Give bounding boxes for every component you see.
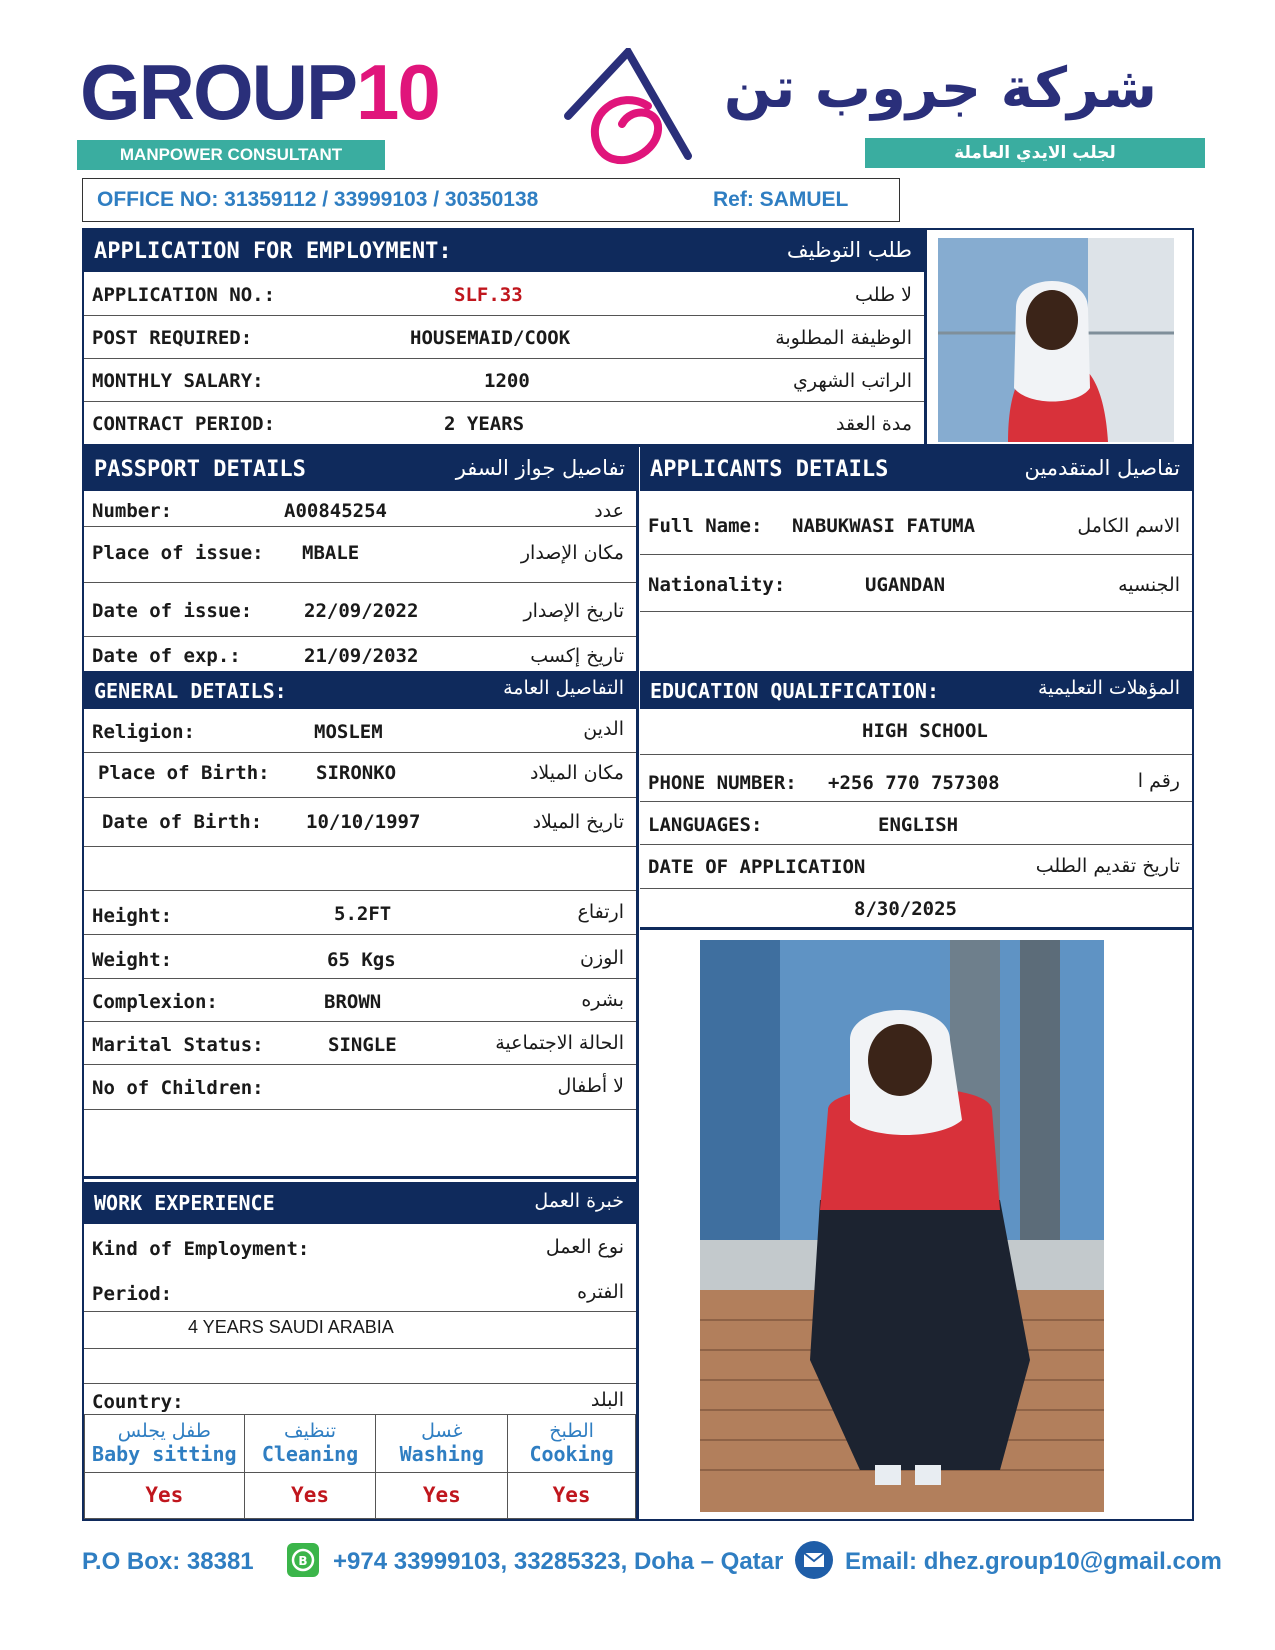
date-of-expiry-row	[84, 638, 636, 671]
skills-table	[84, 1414, 636, 1519]
general-title-ar: التفاصيل العامة	[503, 677, 624, 699]
date-of-birth-value: 10/10/1997	[306, 811, 421, 833]
row-label-ar: لا أطفال	[557, 1075, 624, 1097]
skill-value: Yes	[376, 1472, 508, 1518]
row-label-ar: تاريخ إكسب	[530, 645, 624, 667]
period-row	[84, 1272, 636, 1312]
row-label-ar: الاسم الكامل	[1077, 515, 1180, 537]
date-of-application-value: 8/30/2025	[854, 898, 957, 920]
applicant-full-body-photo	[700, 940, 1104, 1512]
row-label: LANGUAGES:	[648, 814, 763, 836]
education-title: EDUCATION QUALIFICATION:	[650, 679, 939, 703]
general-details-header	[84, 671, 636, 709]
date-of-issue-value: 22/09/2022	[304, 600, 419, 622]
passport-number-value: A00845254	[284, 500, 387, 522]
row-label-ar: لا طلب	[855, 284, 912, 306]
work-title: WORK EXPERIENCE	[94, 1191, 275, 1215]
country-row	[84, 1385, 636, 1415]
religion-value: MOSLEM	[314, 721, 383, 743]
row-label-ar: رقم ا	[1137, 770, 1180, 792]
weight-row	[84, 936, 636, 979]
logo-group-text: GROUP	[80, 48, 357, 136]
skill-cleaning	[244, 1415, 376, 1473]
row-label: No of Children:	[92, 1077, 264, 1099]
passport-title: PASSPORT DETAILS	[94, 457, 306, 482]
row-label: MONTHLY SALARY:	[92, 370, 264, 392]
row-label-ar: الحالة الاجتماعية	[495, 1032, 624, 1054]
application-header	[84, 230, 924, 272]
passport-title-ar: تفاصيل جواز السفر	[455, 456, 625, 480]
application-no-row	[84, 274, 924, 316]
place-of-birth-row	[84, 754, 636, 798]
skill-label-ar: الطبخ	[549, 1420, 594, 1443]
work-experience-header	[84, 1182, 636, 1224]
contract-row	[84, 403, 924, 444]
applicants-header	[640, 447, 1192, 491]
salary-row	[84, 360, 924, 402]
place-of-birth-value: SIRONKO	[316, 762, 397, 784]
row-label: Number:	[92, 500, 173, 522]
whatsapp-icon	[286, 1542, 320, 1578]
skill-label: Washing	[399, 1442, 484, 1467]
passport-header	[84, 447, 637, 491]
full-name-row	[640, 493, 1192, 555]
arabic-logo: شركة جروب تن	[723, 56, 1157, 121]
height-row	[84, 892, 636, 935]
row-label-ar: ارتفاع	[577, 901, 624, 923]
place-of-issue-row	[84, 528, 636, 583]
languages-value: ENGLISH	[878, 814, 959, 836]
row-label-ar: مكان الميلاد	[529, 762, 624, 784]
skill-value: Yes	[244, 1472, 376, 1518]
contract-value: 2 YEARS	[444, 413, 525, 435]
education-value: HIGH SCHOOL	[862, 720, 988, 742]
row-label: Period:	[92, 1283, 173, 1305]
skill-washing	[376, 1415, 508, 1473]
phone-value: +256 770 757308	[828, 772, 1000, 794]
contact-phone: +974 33999103, 33285323, Doha – Qatar	[333, 1548, 784, 1575]
row-label-ar: تاريخ تقديم الطلب	[1035, 855, 1180, 877]
religion-row	[84, 710, 636, 753]
po-box: P.O Box: 38381	[82, 1548, 254, 1575]
date-of-application-row	[640, 846, 1192, 889]
skill-value: Yes	[85, 1472, 245, 1518]
application-title: APPLICATION FOR EMPLOYMENT:	[94, 239, 452, 264]
svg-text:B: B	[298, 1554, 308, 1568]
education-title-ar: المؤهلات التعليمية	[1037, 677, 1180, 699]
row-label: Date of issue:	[92, 600, 253, 622]
applicants-title: APPLICANTS DETAILS	[650, 457, 889, 482]
row-label: Full Name:	[648, 515, 763, 537]
application-title-ar: طلب التوظيف	[786, 238, 912, 262]
office-info-box	[82, 178, 900, 222]
skill-label-ar: تنظيف	[284, 1420, 337, 1443]
row-label: PHONE NUMBER:	[648, 772, 797, 794]
row-label-ar: مدة العقد	[836, 413, 912, 435]
full-name-value: NABUKWASI FATUMA	[792, 515, 976, 537]
skill-baby-sitting	[85, 1415, 245, 1473]
divider	[924, 228, 927, 444]
application-no-value: SLF.33	[454, 284, 523, 306]
marital-status-row	[84, 1023, 636, 1065]
row-label-ar: تاريخ الميلاد	[532, 811, 624, 833]
row-label-ar: الوظيفة المطلوبة	[775, 327, 912, 349]
skill-cooking	[508, 1415, 636, 1473]
row-label: Nationality:	[648, 574, 786, 596]
height-value: 5.2FT	[334, 903, 392, 925]
row-label: Place of issue:	[92, 542, 264, 564]
divider	[636, 447, 639, 1519]
contact-email: Email: dhez.group10@gmail.com	[845, 1548, 1222, 1575]
office-numbers: OFFICE NO: 31359112 / 33999103 / 30350138	[97, 188, 539, 211]
languages-row	[640, 803, 1192, 845]
row-label: Date of exp.:	[92, 645, 241, 667]
skill-label: Baby sitting	[92, 1442, 237, 1467]
nationality-value: UGANDAN	[865, 574, 946, 596]
phone-row	[640, 756, 1192, 802]
applicants-title-ar: تفاصيل المتقدمين	[1024, 456, 1180, 480]
marital-status-value: SINGLE	[328, 1034, 397, 1056]
row-label-ar: الفتره	[577, 1281, 624, 1303]
work-title-ar: خبرة العمل	[534, 1190, 624, 1212]
row-label: Marital Status:	[92, 1034, 264, 1056]
row-label: Religion:	[92, 721, 195, 743]
date-of-birth-row	[84, 799, 636, 847]
skill-label: Cooking	[529, 1442, 614, 1467]
row-label: Country:	[92, 1391, 184, 1413]
row-label-ar: نوع العمل	[545, 1236, 624, 1258]
skill-label: Cleaning	[261, 1442, 359, 1467]
arabic-logo-subtitle: لجلب الايدي العاملة	[865, 138, 1205, 168]
row-label: Date of Birth:	[102, 811, 263, 833]
empty-row	[84, 1350, 636, 1384]
complexion-value: BROWN	[324, 991, 382, 1013]
skill-label-ar: غسل	[421, 1420, 463, 1443]
kind-of-employment-row	[84, 1225, 636, 1271]
row-label: Height:	[92, 905, 173, 927]
children-row	[84, 1066, 636, 1110]
weight-value: 65 Kgs	[327, 949, 396, 971]
salary-value: 1200	[484, 370, 530, 392]
empty-row	[84, 848, 636, 891]
row-label: POST REQUIRED:	[92, 327, 253, 349]
row-label-ar: تاريخ الإصدار	[523, 600, 624, 622]
row-label: APPLICATION NO.:	[92, 284, 276, 306]
nationality-row	[640, 556, 1192, 612]
period-value-row	[84, 1313, 636, 1349]
logo-ten-text: 10	[356, 48, 439, 136]
skill-label-ar: طفل يجلس	[117, 1420, 211, 1443]
post-required-row	[84, 317, 924, 359]
portrait-illustration	[938, 238, 1174, 442]
row-label: Complexion:	[92, 991, 218, 1013]
reference: Ref: SAMUEL	[713, 188, 849, 211]
period-value: 4 YEARS SAUDI ARABIA	[188, 1317, 394, 1337]
house-logo-icon	[560, 48, 700, 168]
full-body-illustration	[700, 940, 1104, 1512]
applicant-portrait-photo	[938, 238, 1174, 442]
row-label-ar: البلد	[590, 1389, 624, 1411]
row-label-ar: الراتب الشهري	[793, 370, 912, 392]
row-label: Weight:	[92, 949, 173, 971]
passport-number-row	[84, 493, 636, 527]
row-label-ar: الدين	[583, 718, 624, 740]
education-value-row	[640, 710, 1192, 755]
row-label-ar: الوزن	[579, 947, 624, 969]
row-label: CONTRACT PERIOD:	[92, 413, 276, 435]
education-header	[640, 671, 1192, 709]
row-label-ar: الجنسيه	[1118, 574, 1180, 596]
row-label: Place of Birth:	[98, 762, 270, 784]
logo-subtitle: MANPOWER CONSULTANT	[77, 140, 385, 170]
group10-logo	[80, 48, 439, 136]
row-label-ar: عدد	[594, 500, 624, 522]
place-of-issue-value: MBALE	[302, 542, 360, 564]
spacer-block	[84, 1110, 636, 1179]
email-icon	[794, 1540, 834, 1580]
row-label: Kind of Employment:	[92, 1238, 310, 1260]
skill-value: Yes	[508, 1472, 636, 1518]
date-of-application-value-row	[640, 890, 1192, 930]
row-label: DATE OF APPLICATION	[648, 856, 866, 878]
row-label-ar: مكان الإصدار	[520, 542, 624, 564]
date-of-issue-row	[84, 584, 636, 637]
general-title: GENERAL DETAILS:	[94, 679, 287, 703]
row-label-ar: بشره	[581, 989, 624, 1011]
complexion-row	[84, 980, 636, 1022]
date-of-expiry-value: 21/09/2032	[304, 645, 419, 667]
post-value: HOUSEMAID/COOK	[410, 327, 571, 349]
